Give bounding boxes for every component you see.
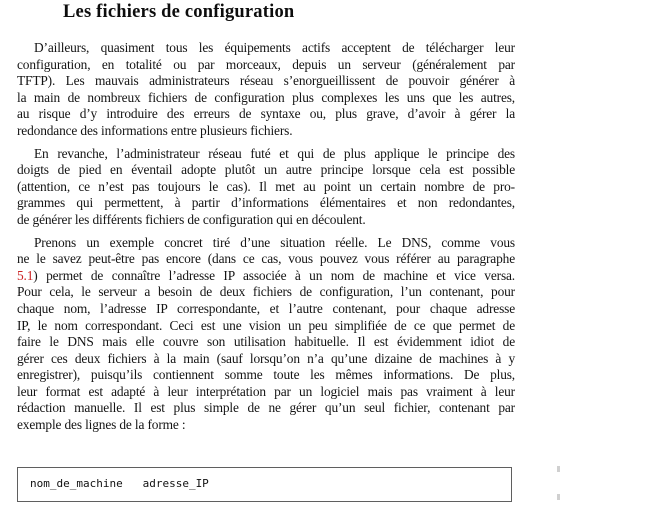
scan-artifact — [557, 466, 560, 472]
text-line — [17, 384, 515, 401]
text-segment: redondance des informations entre plusieurs fichiers. — [17, 122, 293, 138]
text-segment: ne le savez peut-être pas encore (dans ce cas, vous pouvez vous référer au paragraphe — [17, 251, 515, 267]
text-line — [17, 351, 515, 368]
text-segment: chaque nom, l’adresse IP correspondante, et l’autre contenant, pour chaque adresse — [17, 300, 515, 316]
text-line — [17, 268, 515, 285]
text-line — [17, 284, 515, 301]
article-body — [17, 40, 515, 434]
text-segment: la main de nombreux fichiers de configuration plus complexes les uns que les autres, — [17, 89, 515, 105]
scan-artifact — [557, 494, 560, 500]
text-line — [17, 57, 515, 74]
text-line — [17, 251, 515, 268]
text-segment: exemple des lignes de la forme : — [17, 417, 186, 433]
text-line — [17, 417, 515, 434]
text-line — [17, 40, 515, 57]
paragraph — [17, 235, 515, 434]
text-line — [17, 106, 515, 123]
section-ref-link[interactable]: 5.1 — [17, 267, 34, 283]
text-segment: gérer ces deux fichiers à la main (sauf lorsqu’on n’a qu’une dizaine de machines à y — [17, 350, 515, 366]
text-line — [17, 123, 515, 140]
text-line — [17, 367, 515, 384]
text-segment: Prenons un exemple concret tiré d’une situation réelle. Le DNS, comme vous — [34, 234, 515, 250]
text-line — [17, 146, 515, 163]
text-line — [17, 318, 515, 335]
text-segment: enregistrer), puisqu’ils contiennent somme toute les mêmes informations. De plus, — [17, 367, 515, 383]
text-segment: configuration, en totalité ou par morceaux, depuis un serveur (généralement par — [17, 56, 515, 72]
text-segment: leur format est adapté à leur interprétation par un logiciel mais pas vraiment à leur — [17, 383, 515, 399]
text-segment: (attention, ce n’est pas toujours le cas). Il met au point un certain nombre de pro- — [17, 178, 515, 194]
text-segment: au risque d’y introduire des erreurs de syntaxe ou, plus grave, d’avoir à gérer la — [17, 106, 515, 122]
text-segment: IP, le nom correspondant. Ceci est une vision un peu simplifiée de ce que permet de — [17, 317, 515, 333]
text-segment: faire le DNS mais elle couvre son utilisation habituelle. Il est évidemment idiot de — [17, 334, 515, 350]
text-line — [17, 162, 515, 179]
page-title: Les fichiers de configuration — [63, 2, 295, 22]
text-line — [17, 400, 515, 417]
text-line — [17, 301, 515, 318]
text-line — [17, 179, 515, 196]
text-segment: Pour cela, le serveur a besoin de deux fichiers de configuration, l’un contenant, pour — [17, 284, 515, 300]
paragraph — [17, 40, 515, 140]
text-segment: ) permet de connaître l’adresse IP associée à un nom de machine et vice versa. — [33, 267, 515, 283]
text-line — [17, 195, 515, 212]
text-line — [17, 334, 515, 351]
paragraph — [17, 146, 515, 229]
text-line — [17, 90, 515, 107]
text-segment: de générer les différents fichiers de configuration qui en découlent. — [17, 211, 366, 227]
text-line — [17, 235, 515, 252]
text-line — [17, 212, 515, 229]
text-line — [17, 73, 515, 90]
code-sample-box — [17, 467, 512, 502]
text-segment: TFTP). Les mauvais administrateurs réseau s’enorgueillissent de pouvoir générer à — [17, 73, 515, 89]
text-segment: grammes qui permettent, à partir d’informations élémentaires et non redondantes, — [17, 195, 515, 211]
text-segment: En revanche, l’administrateur réseau futé et qui de plus applique le principe des — [34, 145, 515, 161]
text-segment: doigts de pied en éventail adopte plutôt un autre principe lorsque cela est possible — [17, 162, 515, 178]
text-segment: D’ailleurs, quasiment tous les équipements actifs acceptent de télécharger leur — [34, 40, 515, 55]
code-sample-text: nom_de_machine adresse_IP — [30, 477, 209, 490]
text-segment: rédaction manuelle. Il est plus simple de ne gérer qu’un seul fichier, contenant par — [17, 400, 515, 416]
